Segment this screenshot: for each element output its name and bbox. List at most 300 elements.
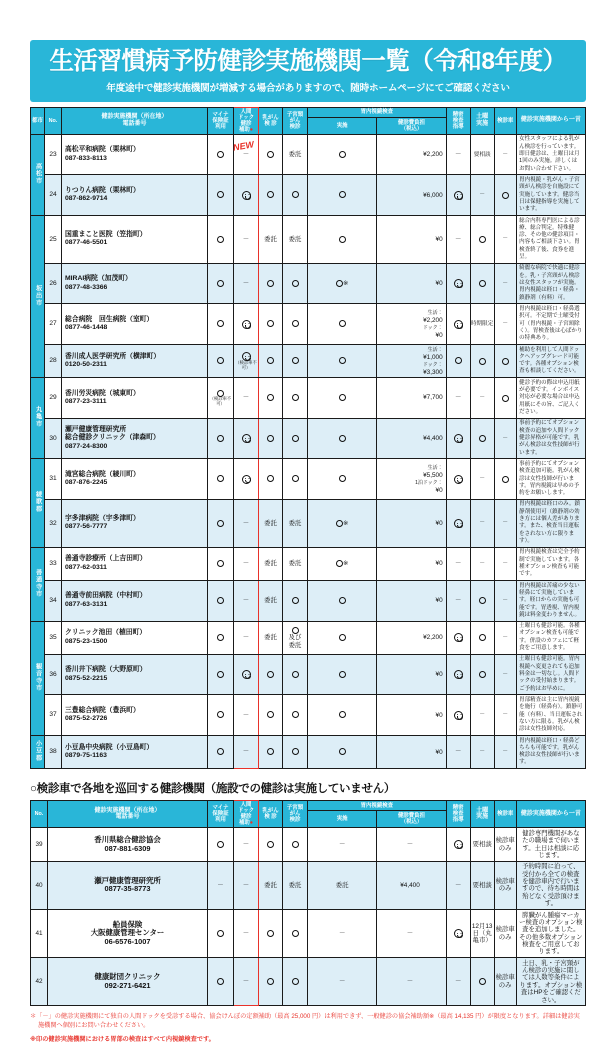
mobile-table-header: [31, 801, 586, 828]
car-cell: 検診車のみ: [494, 910, 516, 958]
remark-cell: 補助を利用して人間ドックへアップグレード可能です。各種オプション検査も相談してください。: [516, 345, 585, 378]
th-endoscope-fee-l2: （税込）: [400, 125, 423, 132]
endoscope-fee-cell: [377, 695, 446, 736]
th-saturday: [470, 107, 494, 134]
circle-icon: [217, 634, 224, 641]
th-dock-l3: 健診: [240, 120, 252, 127]
circle-icon: [267, 280, 274, 287]
facilities-table-body: [31, 134, 586, 768]
car-cell: [494, 378, 516, 419]
breast-cell: [259, 828, 283, 861]
circle-icon: [502, 192, 509, 199]
saturday-cell: [470, 345, 494, 378]
precise-cell: [446, 621, 470, 654]
th-institution: [62, 107, 208, 134]
circle-icon: [339, 597, 346, 604]
cervix-cell: [283, 378, 308, 419]
fee-value: ¥6,000: [423, 191, 443, 199]
fee-label: 生活：: [427, 465, 443, 472]
precise-cell: [446, 345, 470, 378]
saturday-cell: [470, 654, 494, 695]
fee-value: －: [406, 978, 414, 986]
table-row: [31, 581, 586, 622]
circle-icon: [267, 320, 274, 327]
mynumber-cell: [208, 378, 234, 419]
institution-cell: [62, 263, 208, 304]
cervix-cell: [283, 459, 308, 500]
dock-cell: [234, 304, 259, 345]
dock-cell: －: [234, 910, 259, 958]
dock-cell: [234, 654, 259, 695]
circle-icon: [292, 320, 299, 327]
row-number: 36: [45, 654, 62, 695]
institution-tel: 0877-46-1448: [65, 324, 108, 332]
car-cell: 検診車のみ: [494, 861, 516, 909]
circle-icon: [217, 671, 224, 678]
institution-name: 滝宮総合病院（綾川町）: [65, 470, 140, 478]
circle-icon: [502, 395, 509, 402]
circle-icon: [336, 280, 343, 287]
endoscope-cell: [308, 418, 377, 459]
institution-cell: [62, 175, 208, 216]
circle-icon: [479, 435, 486, 442]
institution-tel: 0877-35-8773: [104, 884, 151, 894]
circle-icon: [339, 191, 346, 198]
cervix-cell: 委託: [283, 216, 308, 264]
dock-cell: －: [234, 134, 259, 175]
saturday-cell: [470, 958, 494, 1006]
smiley-icon: [454, 475, 463, 484]
endoscope-fee-cell: [377, 736, 446, 769]
circle-icon: [336, 560, 343, 567]
fee-value: ¥2,200: [423, 634, 443, 642]
institution-name: 善通寺前田病院（中村町）: [65, 592, 147, 600]
endoscope-fee-cell: [377, 499, 446, 547]
institution-tel: 0875-23-1500: [65, 637, 108, 645]
th-precise-l1: 精密: [452, 111, 464, 118]
endoscope-cell: －: [308, 958, 377, 1006]
fee-value: ¥0: [435, 519, 443, 527]
endoscope-cell: [308, 378, 377, 419]
cell-subnote: （検診車不可）: [235, 360, 257, 370]
institution-tel: 0877-46-5501: [65, 239, 108, 247]
city-label: 高松市: [31, 134, 45, 215]
institution-cell: [62, 695, 208, 736]
fee-value: ¥2,200: [423, 317, 443, 325]
row-number: 32: [45, 499, 62, 547]
remark-cell: 胃内視鏡は経口・経鼻選択可。不定期で土曜受付可（胃内視鏡・子宮頸除く）。胃検査後は心ばかりの特典あり。: [516, 304, 585, 345]
institution-name: 瀬戸健康管理研究所: [94, 875, 161, 885]
breast-cell: [259, 654, 283, 695]
circle-icon: [217, 560, 224, 567]
circle-icon: [455, 357, 462, 364]
facilities-table-header: [31, 107, 586, 134]
institution-cell: [62, 621, 208, 654]
institution-name: 瀬戸健康管理研究所: [65, 425, 127, 433]
smiley-icon: [454, 279, 463, 288]
th-institution-line1: 健診実施機関（所在地）: [101, 114, 168, 121]
car-cell: 検診車のみ: [494, 828, 516, 861]
institution-name: 国重まこと医院（笠指町）: [65, 230, 147, 238]
th-endoscope-fee-l1: 健診費負担: [398, 119, 425, 126]
table-row: [31, 958, 586, 1006]
fee-label: 生活：: [427, 347, 443, 354]
page-root: [0, 40, 616, 1044]
circle-icon: [292, 475, 299, 482]
row-number: 27: [45, 304, 62, 345]
dock-cell: －: [234, 621, 259, 654]
cervix-cell: 及び 委託: [283, 621, 308, 654]
cervix-cell: [283, 581, 308, 622]
th2-cervix: 子宮頸 がん 検診: [283, 801, 308, 828]
breast-cell: 委託: [259, 621, 283, 654]
institution-name: 小豆島中央病院（小豆島町）: [65, 743, 154, 751]
car-cell: －: [494, 418, 516, 459]
footnote-2: ※印の健診実施機関における胃部の検査はすべて内視鏡検査です。: [30, 1036, 215, 1044]
endoscope-fee-cell: [377, 828, 446, 861]
th2-endoscope-do: 実施: [308, 811, 377, 828]
institution-cell: [62, 304, 208, 345]
section2-heading: ○検診車で各地を巡回する健診機関（施設での健診は実施していません）: [30, 783, 396, 796]
th2-precise: 精密 検査 指導: [446, 801, 470, 828]
mynumber-cell: [208, 958, 234, 1006]
circle-icon: [292, 280, 299, 287]
precise-cell: [446, 418, 470, 459]
endoscope-fee-cell: [377, 378, 446, 419]
remark-cell: 総合内科専門医による診療、総合判定。特殊健診、その他の健診項目・内容もご相談下さい。胃検査終了後、食券を進呈。: [516, 216, 585, 264]
row-number: 28: [45, 345, 62, 378]
circle-icon: [339, 236, 346, 243]
th-mynumber-l2: 保険証: [212, 117, 229, 124]
fee-value: ¥0: [435, 560, 443, 568]
mynumber-cell: [208, 134, 234, 175]
facilities-table: [30, 107, 586, 770]
th-dock-l2: ドック: [238, 114, 254, 121]
cervix-cell: [283, 695, 308, 736]
institution-tel: 0877-48-3366: [65, 283, 108, 291]
breast-cell: 委託: [259, 216, 283, 264]
circle-icon: [217, 435, 224, 442]
precise-cell: [446, 263, 470, 304]
remark-cell: 胃内視鏡・乳がん・子宮頸がん検診を自施設にて実施しています。健診当日は保健指導を実施しています。: [516, 175, 585, 216]
circle-icon: [479, 280, 486, 287]
endoscope-fee-cell: [377, 304, 446, 345]
endoscope-fee-cell: [377, 861, 446, 909]
institution-name: 香川労災病院（城東町）: [65, 389, 140, 397]
th-saturday-l1: 土曜: [476, 114, 489, 121]
table-row: [31, 547, 586, 580]
circle-icon: [217, 151, 224, 158]
fee-value: ¥5,500: [423, 472, 443, 480]
fee-value: ¥0: [435, 486, 443, 494]
endoscope-fee-cell: [377, 459, 446, 500]
cervix-cell: [283, 654, 308, 695]
institution-tel: 0879-75-1163: [65, 752, 107, 760]
car-cell: [494, 345, 516, 378]
institution-name: 宇多津病院（宇多津町）: [65, 514, 140, 522]
car-cell: －: [494, 695, 516, 736]
institution-name: 香川成人医学研究所（横津町）: [65, 352, 161, 360]
dock-cell: [234, 175, 259, 216]
th2-dock: 人間 ドック 健診 補助●: [234, 801, 259, 828]
saturday-cell: －: [470, 547, 494, 580]
breast-cell: [259, 910, 283, 958]
dock-cell: －: [234, 263, 259, 304]
th-precise: [446, 107, 470, 134]
endoscope-cell: [308, 304, 377, 345]
mynumber-cell: [208, 736, 234, 769]
cervix-cell: [283, 736, 308, 769]
circle-icon: [339, 711, 346, 718]
endoscope-cell: ※: [308, 547, 377, 580]
institution-cell: [62, 581, 208, 622]
endoscope-cell: [308, 345, 377, 378]
th-saturday-l2: 実施: [476, 120, 489, 127]
remark-cell: 綺麗な病院で快適に健診を。乳・子宮頸がん検診は女性スタッフが実施。胃内視鏡は経口・経鼻・鎮静剤（有料）可。: [516, 263, 585, 304]
mynumber-cell: [208, 621, 234, 654]
circle-icon: [292, 357, 299, 364]
institution-name: 三豊総合病院（豊浜町）: [65, 706, 140, 714]
institution-name: MIRAI病院（加茂町）: [65, 275, 132, 283]
institution-tel: 0877-56-7777: [65, 523, 108, 531]
endoscope-fee-cell: [377, 910, 446, 958]
th-precise-l3: 指導: [452, 123, 464, 130]
th-precise-l2: 検査: [452, 117, 464, 124]
institution-tel: 092-271-6421: [104, 980, 151, 990]
precise-cell: [446, 828, 470, 861]
circle-icon: [339, 151, 346, 158]
saturday-cell: 要相談: [470, 861, 494, 909]
cervix-cell: [283, 263, 308, 304]
car-cell: －: [494, 621, 516, 654]
circle-icon: [339, 320, 346, 327]
institution-cell: [62, 459, 208, 500]
circle-icon: [267, 394, 274, 401]
row-number: 37: [45, 695, 62, 736]
dock-cell: －: [234, 581, 259, 622]
institution-tel: 06-6576-1007: [104, 936, 151, 946]
cell-subnote: （検診車不可）: [209, 396, 232, 406]
circle-icon: [217, 597, 224, 604]
fee-value: ¥3,300: [423, 368, 443, 376]
saturday-cell: [470, 263, 494, 304]
mynumber-cell: [208, 581, 234, 622]
circle-icon: [339, 475, 346, 482]
remark-cell: 女性スタッフによる乳がん検診を行っています。即日健診は、土曜日は月1回のみ実施。詳しくはお問い合わせ下さい。: [516, 134, 585, 175]
car-cell: －: [494, 216, 516, 264]
fee-label: ドック：: [422, 362, 443, 369]
institution-name: 香川県総合健診協会: [94, 835, 161, 845]
breast-cell: [259, 263, 283, 304]
th2-car: 検診車: [494, 801, 516, 828]
circle-icon: [267, 711, 274, 718]
fee-value: ¥1,000: [423, 353, 443, 361]
precise-cell: －: [446, 861, 470, 909]
institution-cell: [48, 828, 208, 861]
circle-icon: [292, 841, 299, 848]
saturday-cell: －: [470, 378, 494, 419]
saturday-cell: [470, 418, 494, 459]
row-number: 38: [45, 736, 62, 769]
fee-value: ¥0: [435, 671, 443, 679]
saturday-cell: [470, 581, 494, 622]
institution-cell: [62, 216, 208, 264]
remark-cell: 膵臓がん腫瘍マーカー検査のオプション検査を追加しました。その他多数オプション検査をご用意しております。: [516, 910, 585, 958]
mynumber-cell: [208, 654, 234, 695]
institution-cell: [48, 861, 208, 909]
circle-icon: [217, 475, 224, 482]
circle-icon: [339, 357, 346, 364]
table-row: [31, 736, 586, 769]
circle-icon: [292, 394, 299, 401]
endoscope-fee-cell: [377, 216, 446, 264]
circle-icon: [339, 394, 346, 401]
saturday-cell: －: [470, 459, 494, 500]
fee-label: 1泊ドック：: [415, 480, 443, 487]
smiley-icon: [454, 519, 463, 528]
table-row: [31, 418, 586, 459]
fee-value: ¥0: [435, 711, 443, 719]
circle-icon: [479, 634, 486, 641]
remark-cell: 健診専門機関があなたの職場まで伺います。土日は相談に応じます。: [516, 828, 585, 861]
precise-cell: [446, 654, 470, 695]
car-cell: [494, 459, 516, 500]
precise-cell: －: [446, 547, 470, 580]
dock-cell: －: [234, 547, 259, 580]
endoscope-cell: [308, 581, 377, 622]
fee-value: ¥0: [435, 597, 443, 605]
smiley-icon: [242, 670, 251, 679]
fee-value: ¥0: [435, 280, 443, 288]
th2-breast: 乳がん 検 診: [259, 801, 283, 828]
saturday-cell: 時期限定: [470, 304, 494, 345]
dock-cell: －: [234, 958, 259, 1006]
endoscope-fee-cell: [377, 581, 446, 622]
circle-icon: [267, 151, 274, 158]
mynumber-cell: [208, 828, 234, 861]
circle-icon: [336, 520, 343, 527]
circle-icon: [217, 978, 224, 985]
circle-icon: [267, 191, 274, 198]
endoscope-fee-cell: [377, 958, 446, 1006]
dock-cell: －: [234, 828, 259, 861]
endoscope-cell: ※: [308, 499, 377, 547]
remark-cell: 事前予約にてオプション検査の追加や人間ドック健診昇格が可能です。乳がん検診は女性技師が行います。: [516, 418, 585, 459]
circle-icon: [217, 711, 224, 718]
dock-cell: [234, 345, 259, 378]
institution-tel: 087-881-6309: [104, 843, 151, 853]
fee-value: －: [406, 841, 414, 848]
remark-cell: 土曜日も健診可能。胃内視鏡へ変更されても追加料金は一切なし。人間ドックの受付始まります。ご予約はお早めに。: [516, 654, 585, 695]
precise-cell: [446, 304, 470, 345]
circle-icon: [267, 841, 274, 848]
smiley-icon: [454, 840, 463, 849]
th-institution-line2: 電話番号: [122, 120, 147, 127]
table-row: [31, 216, 586, 264]
dock-cell: [234, 459, 259, 500]
smiley-icon: [242, 434, 251, 443]
th-cervix-l3: 検診: [289, 123, 301, 130]
institution-name: 高松平和病院（栗林町）: [65, 146, 140, 154]
circle-icon: [217, 841, 224, 848]
car-cell: －: [494, 499, 516, 547]
fee-value: ¥0: [435, 748, 443, 756]
institution-cell: [62, 736, 208, 769]
breast-cell: [259, 695, 283, 736]
smiley-icon: [454, 711, 463, 720]
th2-endoscope-fee: 健診費負担 （税込）: [377, 811, 446, 828]
endoscope-fee-cell: [377, 621, 446, 654]
mynumber-cell: [208, 459, 234, 500]
institution-tel: 0877-24-8300: [65, 442, 108, 450]
cervix-cell: 委託: [283, 861, 308, 909]
th2-institution: [48, 801, 208, 828]
th2-endoscope-group: 胃内視鏡検査: [308, 801, 447, 811]
remark-cell: 予約時間に沿って、受付から全ての検査を健診車内で行いますので、待ち時間は殆どなく受診頂けます。: [516, 861, 585, 909]
city-label: 観音寺市: [31, 621, 45, 735]
table-row: [31, 499, 586, 547]
th-no: No.: [45, 107, 62, 134]
th-dock-l4: 補助: [238, 126, 250, 133]
breast-cell: [259, 134, 283, 175]
mynumber-cell: [208, 695, 234, 736]
mobile-facilities-table: [30, 800, 586, 1006]
breast-cell: [259, 418, 283, 459]
table-row: [31, 134, 586, 175]
mynumber-cell: [208, 263, 234, 304]
institution-tel: 0877-23-3111: [65, 398, 107, 406]
footnote-1: ＊「－」の健診実施機関にて独自の人間ドックを受診する場合、協会けんぽの定額補助（最高 25,000 円）は利用できず、一般健診の協会補助額※（最高 14,135 円）が限度となります。詳細は健診実施機関へ個別にお問い合わせください。: [30, 1013, 580, 1030]
table-row: [31, 910, 586, 958]
circle-icon: [502, 358, 509, 365]
mynumber-cell: [208, 304, 234, 345]
remark-cell: 胃内視鏡は経口のみ。鎮静剤使用可（鎮静剤の効き方には個人差があります。また、検査当日運転をされない方に限ります）。: [516, 499, 585, 547]
city-label: 坂出市: [31, 216, 45, 378]
institution-name: りつりん病院（栗林町）: [65, 186, 140, 194]
endoscope-cell: －: [308, 910, 377, 958]
fee-value: ¥7,700: [423, 394, 443, 402]
dock-cell: －: [234, 695, 259, 736]
city-label: 小豆郡: [31, 736, 45, 769]
mobile-table-body: [31, 828, 586, 1006]
new-badge: NEW: [232, 139, 255, 153]
page-title: 生活習慣病予防健診実施機関一覧（令和8年度）: [49, 48, 567, 75]
city-label: 善通寺市: [31, 547, 45, 621]
dock-cell: －: [234, 378, 259, 419]
row-number: 23: [45, 134, 62, 175]
row-number: 33: [45, 547, 62, 580]
table-row: [31, 304, 586, 345]
th-city: 都市: [31, 107, 45, 134]
dock-cell: －: [234, 736, 259, 769]
th-remarks: 健診実施機関から一言: [516, 107, 585, 134]
circle-icon: [292, 597, 299, 604]
fee-value: ¥0: [435, 331, 443, 339]
circle-icon: [479, 597, 486, 604]
table-row: [31, 654, 586, 695]
dock-cell: －: [234, 216, 259, 264]
fee-value: ¥4,400: [400, 881, 420, 889]
fee-label: ドック：: [422, 325, 443, 332]
page-subtitle: 年度途中で健診実施機関が増減する場合がありますので、随時ホームページにてご確認ください: [106, 82, 510, 94]
row-number: 39: [31, 828, 48, 861]
institution-tel: 0875-52-2215: [65, 674, 108, 682]
institution-cell: [62, 378, 208, 419]
smiley-icon: [242, 352, 251, 361]
institution-tel: 087-833-8113: [65, 154, 107, 162]
circle-icon: [267, 671, 274, 678]
mynumber-cell: －: [208, 861, 234, 909]
